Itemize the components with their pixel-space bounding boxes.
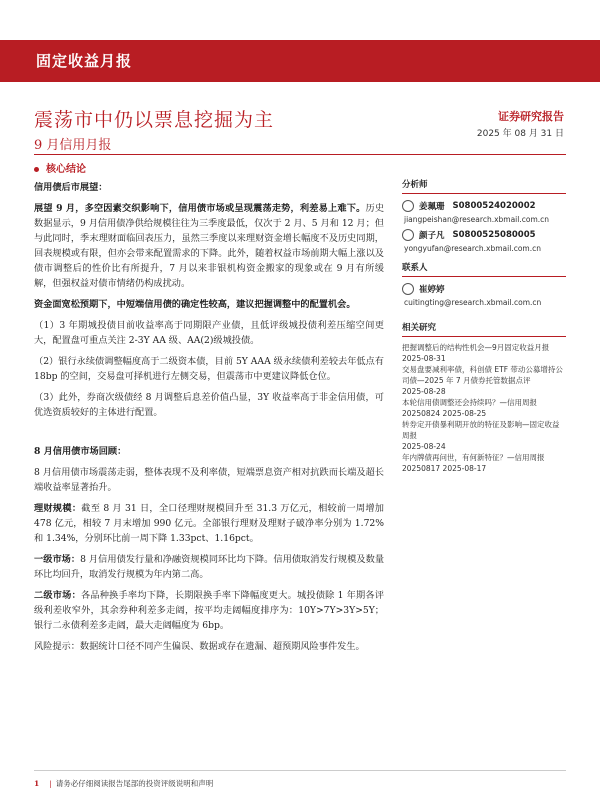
analyst-name: 颜子凡 xyxy=(419,230,445,241)
contact-name: 崔婷婷 xyxy=(419,284,445,295)
related-date: 20250824 2025-08-25 xyxy=(402,409,487,418)
analyst-heading: 分析师 xyxy=(402,178,566,194)
primary-body: 8 月信用债发行量和净融资规模同环比均下降。信用债取消发行规模及数量环比均回升，取消发行规模为年内第二高。 xyxy=(34,554,385,580)
core-conclusion-heading xyxy=(34,160,86,175)
person-icon xyxy=(402,200,414,212)
paragraph-outlook xyxy=(34,201,384,291)
wealth-lead: 理财规模： xyxy=(34,503,82,514)
report-subtitle: 9 月信用月报 xyxy=(34,138,112,153)
wealth-body: 截至 8 月 31 日，全口径理财规模回升至 31.3 万亿元，相较前一周增加 478 亿元，相较 7 月末增加 990 亿元。全部银行理财及理财子破净率分别为 1.72%和 1.34%，分别环比前一周下降 1.33pct、1.16pct。 xyxy=(34,503,384,544)
page-footer xyxy=(34,778,213,789)
analyst-email[interactable]: jiangpeishan@research.xbmail.com.cn xyxy=(404,215,550,224)
title-divider xyxy=(34,154,566,155)
related-title: 年内牌债再问世，有何新特征？—信用周报 xyxy=(402,453,545,462)
related-date: 20250817 2025-08-17 xyxy=(402,464,487,473)
report-title: 震荡市中仍以票息挖掘为主 xyxy=(34,109,275,131)
secondary-body: 各品种换手率均下降，长期限换手率下降幅度更大。城投债除 1 年期各评级利差收窄外，其余券种利差多走阔，按平均走阔幅度排序为：10Y>7Y>3Y>5Y；银行二永债利差多走阔，最大走阔幅度为 6bp。 xyxy=(34,590,385,631)
outlook-lead: 展望 9 月，多空因素交织影响下，信用债市场或呈现震荡走势，利差易上难下。 xyxy=(34,203,366,214)
section-review-title: 8 月信用债市场回顾： xyxy=(34,446,127,457)
analyst-cert: S0800525080005 xyxy=(452,229,536,240)
related-item[interactable] xyxy=(402,397,566,419)
report-date: 2025 年 08 月 31 日 xyxy=(476,129,564,139)
person-icon xyxy=(402,283,414,295)
related-item[interactable] xyxy=(402,419,566,452)
analyst-1 xyxy=(402,199,566,224)
bullet-icon xyxy=(34,167,39,172)
related-title: 把握调整后的结构性机会—9月固定收益月报 xyxy=(402,343,550,352)
related-heading: 相关研究 xyxy=(402,321,566,337)
paragraph-point-1: （1）3 年期城投债目前收益率高于同期限产业债，且低评级城投债利差压缩空间更大，配置盘可重点关注 2-3Y AA 级、AA(2)级城投债。 xyxy=(34,320,384,346)
person-icon xyxy=(402,229,414,241)
report-type: 证券研究报告 xyxy=(498,110,564,123)
contact-email[interactable]: cuitingting@research.xbmail.com.cn xyxy=(404,298,542,307)
related-item[interactable] xyxy=(402,364,566,397)
related-title: 交易盘要减利率债，科创债 ETF 带动公募增持公司债—2025 年 7 月债券托管数据点评 xyxy=(402,365,563,385)
related-title: 转券定开债暴利期开放的特征及影响—固定收益周报 xyxy=(402,420,560,440)
report-category: 固定收益月报 xyxy=(36,52,133,70)
contact-heading: 联系人 xyxy=(402,261,566,277)
section-outlook-title: 信用债后市展望： xyxy=(34,182,108,193)
footer-separator: | xyxy=(49,779,52,788)
related-title: 本轮信用债调整还会持续吗？—信用周报 xyxy=(402,398,537,407)
sidebar xyxy=(402,178,566,474)
related-item[interactable] xyxy=(402,342,566,364)
paragraph-point-2: （2）银行永续债调整幅度高于二级资本债，目前 5Y AAA 级永续债利差较去年低点有 18bp 的空间，交易盘可择机进行左侧交易，但震荡市中更建议降低仓位。 xyxy=(34,356,384,382)
related-date: 2025-08-31 xyxy=(402,354,446,363)
related-research-list xyxy=(402,342,566,474)
paragraph-review: 8 月信用债市场震荡走弱，整体表现不及利率债，短端票息资产相对抗跌而长端及超长端收益率显著抬升。 xyxy=(34,467,384,493)
related-date: 2025-08-24 xyxy=(402,442,446,451)
paragraph-allocation: 资金面宽松预期下，中短端信用债的确定性较高，建议把握调整中的配置机会。 xyxy=(34,299,356,310)
paragraph-wealth xyxy=(34,501,384,546)
footer-divider xyxy=(34,770,566,771)
outlook-body: 历史数据显示，9 月信用债净供给规模往往为三季度最低，仅次于 2 月、5 月和 12 月；但与此同时，季末理财面临回表压力，虽然三季度以来理财资金增长幅度不及历史同期，回表规模或有限，但亦会带来配置需求的下降。此外，随着权益市场前期大幅上涨以及债市调整后的性价比有所提升，7 月以来非银机构资金搬家的现象或在 9 月有所缓解，但强权益对债市情绪仍构成扰动。 xyxy=(34,203,385,289)
core-heading-label: 核心结论 xyxy=(46,164,86,175)
risk-warning: 风险提示：数据统计口径不同产生偏误、数据或存在遗漏、超预期风险事件发生。 xyxy=(34,641,365,652)
main-content xyxy=(34,180,384,660)
paragraph-point-3: （3）此外，券商次级债经 8 月调整后息差价值凸显，3Y 收益率高于非金信用债，可优选资质较好的主体进行配置。 xyxy=(34,392,384,418)
analyst-2 xyxy=(402,228,566,253)
paragraph-secondary xyxy=(34,588,384,633)
paragraph-primary xyxy=(34,552,384,582)
secondary-lead: 二级市场： xyxy=(34,590,81,601)
primary-lead: 一级市场： xyxy=(34,554,81,565)
analyst-cert: S0800524020002 xyxy=(452,200,536,211)
disclaimer-note: 请务必仔细阅读报告尾部的投资评级说明和声明 xyxy=(55,779,214,788)
analyst-email[interactable]: yongyufan@research.xbmail.com.cn xyxy=(404,244,541,253)
page-number: 1 xyxy=(34,779,40,788)
related-item[interactable] xyxy=(402,452,566,474)
contact-person xyxy=(402,282,566,307)
related-date: 2025-08-28 xyxy=(402,387,446,396)
analyst-name: 姜珮珊 xyxy=(419,201,445,212)
header-banner xyxy=(0,40,600,82)
